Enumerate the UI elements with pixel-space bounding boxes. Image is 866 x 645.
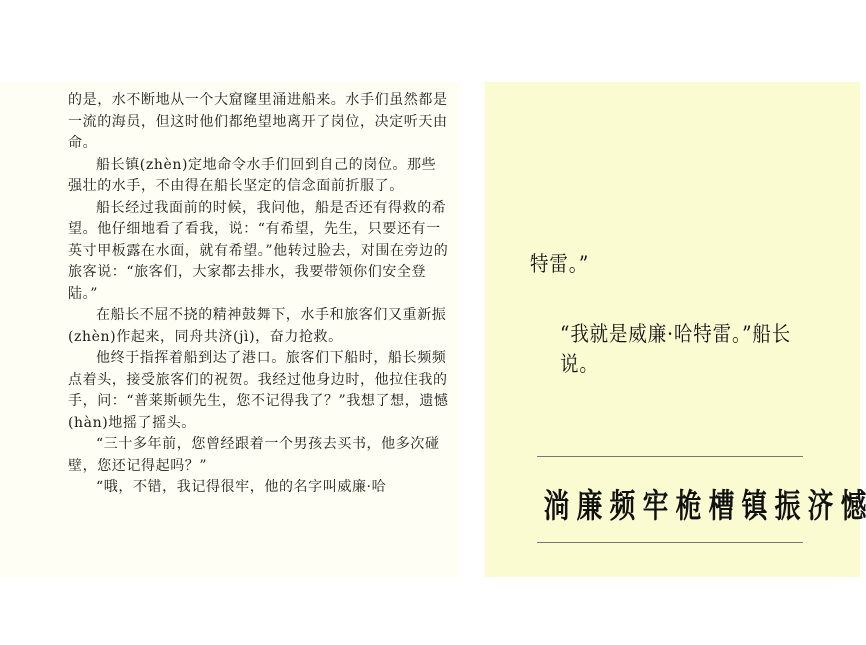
paragraph-2: 船长镇(zhèn)定地命令水手们回到自己的岗位。那些强壮的水手，不由得在船长坚定的信念面前折服了。 bbox=[68, 156, 437, 194]
vocab-char: 槽 bbox=[708, 485, 735, 525]
paragraph-7: “哦，不错，我记得很牢，他的名字叫威廉·哈 bbox=[96, 479, 387, 495]
paragraph-4: 在船长不屈不挠的精神鼓舞下，水手和旅客们又重新振(zhèn)作起来，同舟共济(jì)，奋力抢救。 bbox=[68, 307, 447, 345]
paragraph-6: “三十多年前，您曾经跟着一个男孩去买书，他多次碰壁，您还记得起吗？” bbox=[68, 436, 440, 474]
vocab-top-rule bbox=[537, 456, 803, 457]
vocab-char: 牢 bbox=[642, 485, 669, 525]
paragraph-3: 船长经过我面前的时候，我问他，船是否还有得救的希望。他仔细地看了看我，说：“有希望，先生，只要还有一英寸甲板露在水面，就有希望。”他转过脸去，对围在旁边的旅客说：“旅客们，大家都去排水，我要带领你们安全登陆。” bbox=[68, 199, 449, 302]
vocab-char: 廉 bbox=[576, 485, 603, 525]
vocab-char: 济 bbox=[807, 485, 834, 525]
handwritten-line-1: 特雷。” bbox=[530, 252, 590, 276]
paragraph-1: 的是，水不断地从一个大窟窿里涌进船来。水手们虽然都是一流的海员，但这时他们都绝望地离开了岗位，决定听天由命。 bbox=[68, 92, 448, 151]
vocab-char: 淌 bbox=[543, 485, 570, 525]
vocab-char: 镇 bbox=[741, 485, 768, 525]
handwritten-line-2: “我就是威廉·哈特雷。”船长说。 bbox=[560, 322, 792, 376]
paragraph-5: 他终于指挥着船到达了港口。旅客们下船时，船长频频点着头，接受旅客们的祝贺。我经过他身边时，他拉住我的手，问：“普莱斯顿先生，您不记得我了？”我想了想，遗憾(hàn)地摇了摇头。 bbox=[68, 350, 449, 431]
vocab-char: 频 bbox=[609, 485, 636, 525]
vocabulary-row bbox=[540, 478, 866, 528]
story-text bbox=[68, 90, 450, 499]
vocab-char: 振 bbox=[774, 485, 801, 525]
vocab-char: 桅 bbox=[675, 485, 702, 525]
vocab-char: 憾 bbox=[840, 485, 866, 525]
vocab-bottom-rule bbox=[537, 542, 803, 543]
